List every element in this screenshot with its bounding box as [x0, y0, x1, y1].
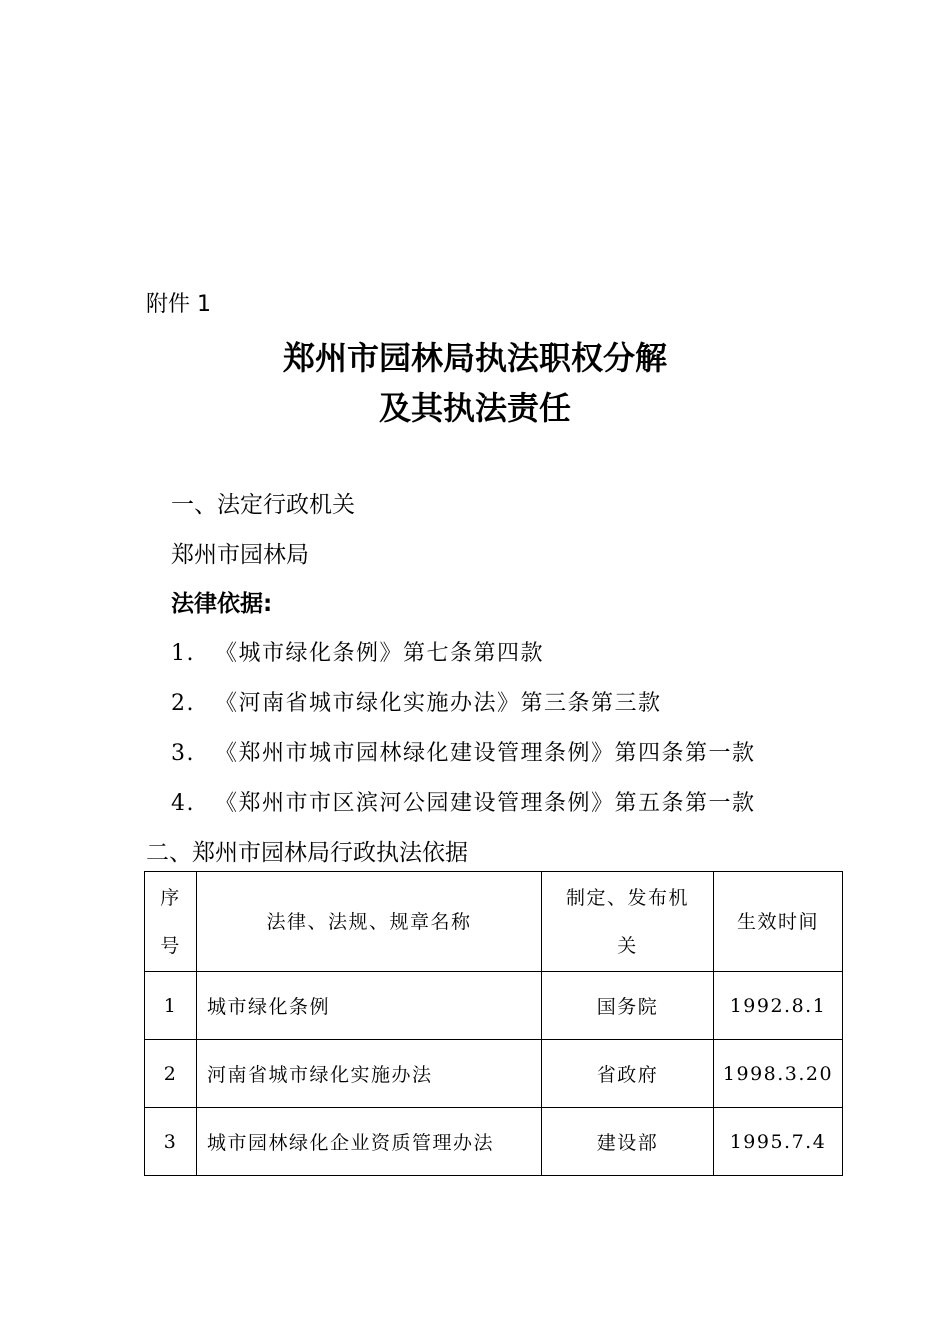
table-header-row: [145, 872, 843, 972]
law-item-text: 《河南省城市绿化实施办法》第三条第三款: [215, 691, 662, 716]
cell-seq: 2: [145, 1040, 197, 1108]
law-item-text: 《城市绿化条例》第七条第四款: [215, 641, 545, 666]
header-issuer: [542, 872, 714, 972]
header-effective-date: 生效时间: [714, 872, 843, 972]
document-title-line-2: 及其执法责任: [378, 389, 571, 427]
table-row: [145, 1108, 843, 1176]
cell-effective-date: 1998.3.20: [714, 1040, 843, 1108]
cell-issuer: 建设部: [542, 1108, 714, 1176]
header-name: 法律、法规、规章名称: [197, 872, 542, 972]
law-item-number: 3.: [171, 741, 195, 766]
cell-issuer: 省政府: [542, 1040, 714, 1108]
cell-effective-date: 1992.8.1: [714, 972, 843, 1040]
law-item: [171, 636, 544, 667]
section-1-heading: 一、法定行政机关: [171, 492, 355, 518]
organization-name: 郑州市园林局: [171, 542, 309, 568]
law-item: [171, 736, 756, 767]
cell-seq: 1: [145, 972, 197, 1040]
cell-name: 城市绿化条例: [197, 972, 542, 1040]
law-item-number: 2.: [171, 691, 195, 716]
legal-basis-label: 法律依据:: [171, 591, 273, 617]
cell-name: 城市园林绿化企业资质管理办法: [197, 1108, 542, 1176]
law-item-number: 1.: [171, 641, 195, 666]
header-issuer-line-1: 制定、发布机: [565, 886, 689, 909]
legal-basis-table: [144, 871, 843, 1176]
section-2-heading: 二、郑州市园林局行政执法依据: [146, 840, 468, 866]
header-seq-line-1: 序: [160, 886, 181, 909]
header-seq-line-2: 号: [160, 934, 181, 957]
cell-name: 河南省城市绿化实施办法: [197, 1040, 542, 1108]
header-issuer-line-2: 关: [617, 934, 638, 957]
law-item: [171, 786, 756, 817]
cell-seq: 3: [145, 1108, 197, 1176]
table-row: [145, 972, 843, 1040]
law-item-text: 《郑州市城市园林绿化建设管理条例》第四条第一款: [215, 741, 756, 766]
cell-issuer: 国务院: [542, 972, 714, 1040]
law-item-number: 4.: [171, 791, 195, 816]
header-seq: [145, 872, 197, 972]
law-item-text: 《郑州市市区滨河公园建设管理条例》第五条第一款: [215, 791, 756, 816]
attachment-label: 附件 1: [146, 292, 211, 317]
document-title-line-1: 郑州市园林局执法职权分解: [282, 339, 667, 377]
cell-effective-date: 1995.7.4: [714, 1108, 843, 1176]
table-row: [145, 1040, 843, 1108]
law-item: [171, 686, 662, 717]
